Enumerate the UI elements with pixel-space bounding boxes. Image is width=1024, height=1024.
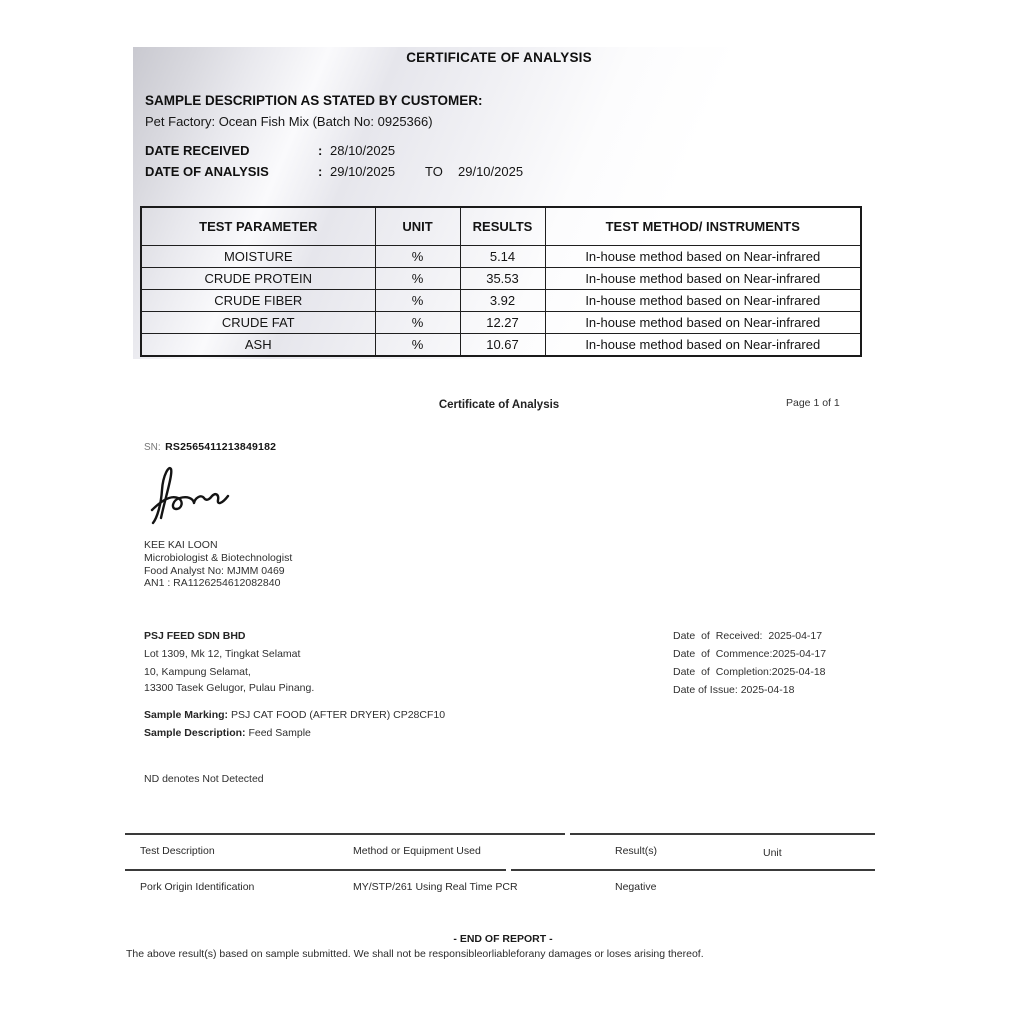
company-address-1: Lot 1309, Mk 12, Tingkat Selamat — [144, 648, 301, 660]
col-test-parameter: TEST PARAMETER — [141, 207, 375, 246]
cell-parameter: CRUDE PROTEIN — [141, 268, 375, 290]
results-table-header-row — [141, 207, 861, 246]
company-name: PSJ FEED SDN BHD — [144, 630, 246, 642]
sample-marking-line — [144, 705, 445, 723]
cell-parameter: ASH — [141, 334, 375, 357]
col-test-method: TEST METHOD/ INSTRUMENTS — [545, 207, 861, 246]
cell-parameter: MOISTURE — [141, 246, 375, 268]
cell-method: In-house method based on Near-infrared — [545, 334, 861, 357]
company-address-2: 10, Kampung Selamat, — [144, 666, 251, 678]
table-row — [141, 290, 861, 312]
date-of-analysis-label: DATE OF ANALYSIS — [145, 164, 269, 179]
end-of-report: - END OF REPORT - — [453, 933, 553, 945]
cell-result: 12.27 — [460, 312, 545, 334]
bt-col-test-description: Test Description — [140, 845, 215, 857]
cell-unit: % — [375, 268, 460, 290]
bt-cell-result: Negative — [615, 881, 657, 893]
analyst-number: Food Analyst No: MJMM 0469 — [144, 565, 285, 577]
rule-top-left — [125, 833, 565, 835]
sn-value: RS2565411213849182 — [165, 441, 277, 453]
date-received-colon: : — [318, 143, 323, 158]
rule-mid-right — [511, 869, 875, 871]
date-of-analysis-colon: : — [318, 164, 323, 179]
rule-top-right — [570, 833, 875, 835]
date-of-analysis-to-label: TO — [425, 164, 443, 179]
date-of-received: Date of Received: 2025-04-17 — [673, 630, 823, 642]
sn-label: SN: — [144, 442, 161, 453]
cell-result: 3.92 — [460, 290, 545, 312]
date-of-analysis-to: 29/10/2025 — [458, 164, 524, 179]
nd-note: ND denotes Not Detected — [144, 773, 264, 785]
bt-cell-method: MY/STP/261 Using Real Time PCR — [353, 881, 518, 893]
disclaimer-text: The above result(s) based on sample submitted. We shall not be responsibleorliableforany damages or loses arising thereof. — [126, 948, 704, 960]
sample-marking-value: PSJ CAT FOOD (AFTER DRYER) CP28CF10 — [228, 709, 446, 721]
sample-description-label: SAMPLE DESCRIPTION AS STATED BY CUSTOMER: — [145, 93, 483, 108]
cell-unit: % — [375, 334, 460, 357]
date-of-completion: Date of Completion:2025-04-18 — [673, 666, 826, 678]
cell-result: 5.14 — [460, 246, 545, 268]
table-row — [141, 246, 861, 268]
bt-col-results: Result(s) — [615, 845, 658, 857]
table-row — [141, 334, 861, 357]
serial-number-line — [144, 437, 276, 455]
table-row — [141, 312, 861, 334]
sample-marking-label: Sample Marking: — [144, 709, 229, 721]
cell-method: In-house method based on Near-infrared — [545, 290, 861, 312]
cell-unit: % — [375, 312, 460, 334]
rule-mid-left — [125, 869, 506, 871]
cell-result: 35.53 — [460, 268, 545, 290]
page2-title: Certificate of Analysis — [438, 399, 560, 411]
cell-method: In-house method based on Near-infrared — [545, 312, 861, 334]
col-results: RESULTS — [460, 207, 545, 246]
cell-method: In-house method based on Near-infrared — [545, 246, 861, 268]
cell-parameter: CRUDE FAT — [141, 312, 375, 334]
sample-description-line — [144, 723, 311, 741]
date-of-issue: Date of Issue: 2025-04-18 — [673, 684, 795, 696]
sample-description-value: Pet Factory: Ocean Fish Mix (Batch No: 0925366) — [145, 114, 433, 129]
table-row — [141, 268, 861, 290]
date-of-analysis-from: 29/10/2025 — [330, 164, 396, 179]
cell-result: 10.67 — [460, 334, 545, 357]
date-received-label: DATE RECEIVED — [145, 143, 250, 158]
analyst-an1: AN1 : RA1126254612082840 — [144, 577, 281, 589]
analyst-name: KEE KAI LOON — [144, 539, 218, 551]
sample-description-label2: Sample Description: — [144, 727, 246, 739]
page-number: Page 1 of 1 — [786, 397, 840, 409]
bt-col-unit: Unit — [763, 847, 782, 859]
col-unit: UNIT — [375, 207, 460, 246]
bt-cell-test-description: Pork Origin Identification — [140, 881, 255, 893]
results-table — [140, 206, 862, 357]
document-title: CERTIFICATE OF ANALYSIS — [406, 50, 592, 65]
cell-unit: % — [375, 290, 460, 312]
company-address-3: 13300 Tasek Gelugor, Pulau Pinang. — [144, 682, 315, 694]
cell-method: In-house method based on Near-infrared — [545, 268, 861, 290]
date-received-value: 28/10/2025 — [330, 143, 396, 158]
signature-image — [146, 465, 242, 529]
date-of-commence: Date of Commence:2025-04-17 — [673, 648, 827, 660]
cell-parameter: CRUDE FIBER — [141, 290, 375, 312]
bt-col-method: Method or Equipment Used — [353, 845, 481, 857]
cell-unit: % — [375, 246, 460, 268]
analyst-role: Microbiologist & Biotechnologist — [144, 552, 293, 564]
sample-description-value2: Feed Sample — [245, 727, 311, 739]
